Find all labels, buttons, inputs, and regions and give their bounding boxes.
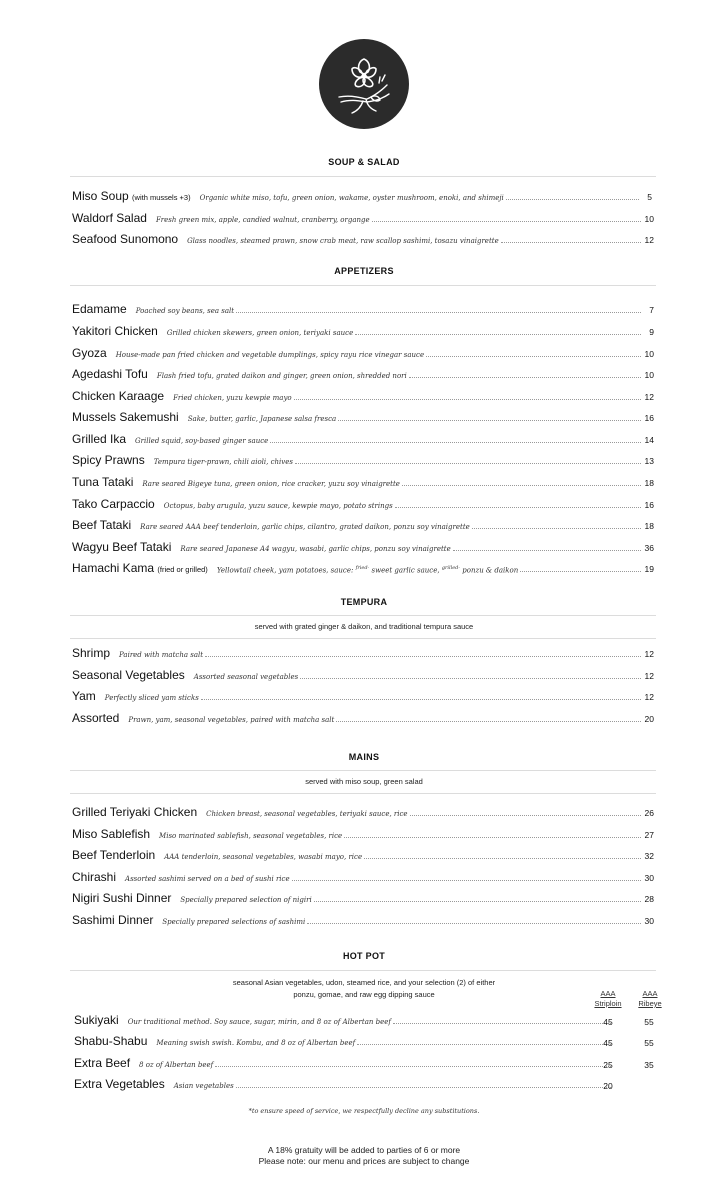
dot-leader: [364, 858, 641, 859]
item-price: 9: [649, 327, 654, 337]
item-name: Gyoza: [72, 346, 107, 360]
menu-item-chicken-karaage: [72, 389, 654, 405]
item-price: 10: [644, 214, 654, 224]
dot-leader: [393, 1023, 611, 1024]
item-name: Shrimp: [72, 646, 111, 660]
item-price: 16: [644, 413, 654, 423]
item-price: 18: [644, 521, 654, 531]
dot-leader: [355, 334, 641, 335]
divider: [70, 770, 656, 771]
item-description: Poached soy beans, sea salt: [135, 307, 235, 315]
item-description: Rare seared Bigeye tuna, green onion, rice cracker, yuzu soy vinaigrette: [142, 480, 400, 488]
dot-leader: [409, 377, 641, 378]
item-name: Beef Tataki: [72, 518, 132, 532]
item-price-striploin: 20: [603, 1081, 613, 1091]
section-title-appetizers: APPETIZERS: [334, 266, 394, 276]
item-description: Tempura tiger-prawn, chili aioli, chives: [153, 458, 293, 466]
menu-item-extra-beef: [74, 1056, 614, 1072]
item-description: Yellowtail cheek, yam potatoes, sauce: $^{fried-}$ sweet garlic sauce, $^{grilled-}$ ponzu & daikon: [216, 564, 519, 574]
item-price-ribeye: 55: [644, 1017, 654, 1027]
item-description: Our traditional method. Soy sauce, sugar, mirin, and 8 oz of Albertan beef: [127, 1018, 391, 1026]
item-description: Fresh green mix, apple, candied walnut, cranberry, organge: [155, 216, 370, 224]
item-price: 13: [644, 456, 654, 466]
section-title-tempura: TEMPURA: [340, 597, 388, 607]
item-price-striploin: 25: [603, 1060, 613, 1070]
dot-leader: [307, 923, 641, 924]
dot-leader: [236, 312, 641, 313]
item-price-ribeye: 35: [644, 1060, 654, 1070]
item-price: 18: [644, 478, 654, 488]
menu-item-agedashi-tofu: [72, 367, 654, 383]
dot-leader: [295, 463, 641, 464]
item-name: Assorted: [72, 711, 120, 725]
dot-leader: [395, 507, 641, 508]
dot-leader: [501, 242, 641, 243]
item-description: Specially prepared selections of sashimi: [162, 918, 306, 926]
item-name: Seafood Sunomono: [72, 232, 179, 246]
divider: [70, 285, 656, 286]
item-name: Beef Tenderloin: [72, 848, 156, 862]
item-price: 12: [644, 649, 654, 659]
price-change-note: Please note: our menu and prices are subject to change: [258, 1156, 470, 1166]
menu-item-wagyu-beef-tataki: [72, 540, 654, 556]
item-price: 5: [647, 192, 652, 202]
item-name: Yakitori Chicken: [72, 324, 158, 338]
item-name: Extra Beef: [74, 1056, 131, 1070]
item-name: Wagyu Beef Tataki: [72, 540, 172, 554]
dot-leader: [314, 901, 641, 902]
column-header-striploin: AAA Striploin: [594, 989, 622, 1008]
dot-leader: [236, 1087, 611, 1088]
item-description: Specially prepared selection of nigiri: [180, 896, 312, 904]
divider: [70, 793, 656, 794]
menu-item-tuna-tataki: [72, 475, 654, 491]
item-name: Grilled Teriyaki Chicken: [72, 805, 198, 819]
item-description: Prawn, yam, seasonal vegetables, paired with matcha salt: [128, 716, 335, 724]
menu-item-assorted: [72, 711, 654, 727]
menu-item-waldorf-salad: [72, 211, 654, 227]
menu-item-beef-tenderloin: [72, 848, 654, 864]
menu-item-tako-carpaccio: [72, 497, 654, 513]
item-price: 26: [644, 808, 654, 818]
item-description: Fried chicken, yuzu kewpie mayo: [173, 394, 292, 402]
item-description: Asian vegetables: [173, 1082, 234, 1090]
item-name: Shabu-Shabu: [74, 1034, 148, 1048]
item-price: 14: [644, 435, 654, 445]
menu-item-seafood-sunomono: [72, 232, 654, 248]
item-name: Spicy Prawns: [72, 453, 145, 467]
item-price: 12: [644, 392, 654, 402]
item-price: 10: [644, 370, 654, 380]
gratuity-note: A 18% gratuity will be added to parties of 6 or more: [267, 1145, 461, 1155]
menu-item-gyoza: [72, 346, 654, 362]
item-name: Agedashi Tofu: [72, 367, 148, 381]
item-price: 36: [644, 543, 654, 553]
dot-leader: [357, 1044, 611, 1045]
dot-leader: [506, 199, 639, 200]
menu-item-shabu-shabu: [74, 1034, 614, 1050]
item-description: Assorted sashimi served on a bed of sushi rice: [125, 875, 290, 883]
menu-item-chirashi: [72, 870, 654, 886]
dot-leader: [344, 837, 641, 838]
dot-leader: [300, 678, 641, 679]
section-title-hot-pot: HOT POT: [342, 951, 386, 961]
item-price: 12: [644, 671, 654, 681]
item-description: Rare seared Japanese A4 wagyu, wasabi, garlic chips, ponzu soy vinaigrette: [180, 545, 451, 553]
menu-item-seasonal-vegetables: [72, 668, 654, 684]
item-name: Chicken Karaage: [72, 389, 165, 403]
menu-item-miso-soup: [72, 189, 652, 205]
item-description: Rare seared AAA beef tenderloin, garlic chips, cilantro, grated daikon, ponzu soy vinaigrette: [140, 523, 470, 531]
menu-item-edamame: [72, 302, 654, 318]
item-description: Grilled squid, soy-based ginger sauce: [135, 437, 269, 445]
menu-item-grilled-ika: [72, 432, 654, 448]
item-name: Waldorf Salad: [72, 211, 147, 225]
menu-item-miso-sablefish: [72, 827, 654, 843]
menu-item-yam: [72, 689, 654, 705]
item-price-striploin: 45: [603, 1017, 613, 1027]
item-name: Nigiri Sushi Dinner: [72, 891, 172, 905]
item-price: 32: [644, 851, 654, 861]
item-description: Perfectly sliced yam sticks: [104, 694, 199, 702]
cherry-blossom-emblem-icon: [319, 39, 409, 129]
item-name: Mussels Sakemushi: [72, 410, 179, 424]
item-name: Extra Vegetables: [74, 1077, 165, 1091]
item-name: Miso Soup (with mussels +3): [72, 189, 191, 203]
item-price: 12: [644, 692, 654, 702]
item-name: Seasonal Vegetables: [72, 668, 185, 682]
dot-leader: [410, 815, 641, 816]
divider: [70, 638, 656, 639]
item-description: Chicken breast, seasonal vegetables, teriyaki sauce, rice: [206, 810, 408, 818]
dot-leader: [205, 656, 641, 657]
menu-item-grilled-teriyaki-chicken: [72, 805, 654, 821]
item-price: 12: [644, 235, 654, 245]
menu-item-mussels-sakemushi: [72, 410, 654, 426]
item-name: Miso Sablefish: [72, 827, 151, 841]
item-name: Grilled Ika: [72, 432, 127, 446]
item-name: Yam: [72, 689, 96, 703]
divider: [70, 615, 656, 616]
dot-leader: [270, 442, 641, 443]
item-description: 8 oz of Albertan beef: [139, 1061, 214, 1069]
item-description: Assorted seasonal vegetables: [193, 673, 299, 681]
menu-item-shrimp: [72, 646, 654, 662]
menu-item-sashimi-dinner: [72, 913, 654, 929]
item-description: Glass noodles, steamed prawn, snow crab meat, raw scallop sashimi, tosazu vinaigrette: [187, 237, 499, 245]
item-description: House-made pan fried chicken and vegetable dumplings, spicy rayu rice vinegar sauce: [115, 351, 425, 359]
dot-leader: [336, 721, 641, 722]
dot-leader: [402, 485, 641, 486]
tempura-note: served with grated ginger & daikon, and traditional tempura sauce: [254, 622, 474, 631]
menu-item-spicy-prawns: [72, 453, 654, 469]
dot-leader: [201, 699, 641, 700]
item-price: 30: [644, 916, 654, 926]
hot-pot-note-line2: ponzu, gomae, and raw egg dipping sauce: [293, 990, 435, 999]
section-title-mains: MAINS: [348, 752, 380, 762]
dot-leader: [426, 356, 641, 357]
item-price: 27: [644, 830, 654, 840]
item-name: Edamame: [72, 302, 127, 316]
item-description: Octopus, baby arugula, yuzu sauce, kewpie mayo, potato strings: [163, 502, 393, 510]
item-name: Tuna Tataki: [72, 475, 134, 489]
item-price-striploin: 45: [603, 1038, 613, 1048]
item-price: 7: [649, 305, 654, 315]
item-price: 20: [644, 714, 654, 724]
dot-leader: [292, 880, 641, 881]
divider: [70, 970, 656, 971]
substitution-disclaimer: *to ensure speed of service, we respectfully decline any substitutions.: [248, 1107, 480, 1115]
item-description: AAA tenderloin, seasonal vegetables, wasabi mayo, rice: [164, 853, 363, 861]
item-price-ribeye: 55: [644, 1038, 654, 1048]
item-price: 30: [644, 873, 654, 883]
dot-leader: [215, 1066, 611, 1067]
mains-note: served with miso soup, green salad: [305, 777, 423, 786]
menu-item-nigiri-sushi-dinner: [72, 891, 654, 907]
item-description: Miso marinated sablefish, seasonal vegetables, rice: [159, 832, 343, 840]
item-name: Hamachi Kama (fried or grilled): [72, 561, 208, 575]
menu-item-extra-vegetables: [74, 1077, 614, 1093]
item-price: 10: [644, 349, 654, 359]
hot-pot-note-line1: seasonal Asian vegetables, udon, steamed rice, and your selection (2) of either: [232, 978, 496, 987]
item-description: Grilled chicken skewers, green onion, teriyaki sauce: [166, 329, 354, 337]
divider: [70, 176, 656, 177]
item-price: 16: [644, 500, 654, 510]
dot-leader: [472, 528, 641, 529]
menu-item-sukiyaki: [74, 1013, 614, 1029]
item-name: Chirashi: [72, 870, 117, 884]
item-description: Paired with matcha salt: [119, 651, 204, 659]
dot-leader: [453, 550, 641, 551]
restaurant-logo: [319, 39, 409, 129]
dot-leader: [520, 571, 641, 572]
column-header-ribeye: AAA Ribeye: [638, 989, 662, 1008]
item-description: Flash fried tofu, grated daikon and ginger, green onion, shredded nori: [156, 372, 407, 380]
menu-item-hamachi-kama: [72, 561, 654, 577]
section-title-soup-salad: SOUP & SALAD: [328, 157, 400, 167]
item-price: 28: [644, 894, 654, 904]
item-name: Sukiyaki: [74, 1013, 119, 1027]
dot-leader: [294, 399, 641, 400]
dot-leader: [372, 221, 641, 222]
menu-item-yakitori-chicken: [72, 324, 654, 340]
item-name: Sashimi Dinner: [72, 913, 154, 927]
dot-leader: [338, 420, 641, 421]
item-price: 19: [644, 564, 654, 574]
menu-item-beef-tataki: [72, 518, 654, 534]
item-description: Organic white miso, tofu, green onion, wakame, oyster mushroom, enoki, and shimeji: [199, 194, 504, 202]
item-name: Tako Carpaccio: [72, 497, 155, 511]
item-description: Sake, butter, garlic, Japanese salsa fresca: [187, 415, 337, 423]
item-description: Meaning swish swish. Kombu, and 8 oz of Albertan beef: [156, 1039, 356, 1047]
